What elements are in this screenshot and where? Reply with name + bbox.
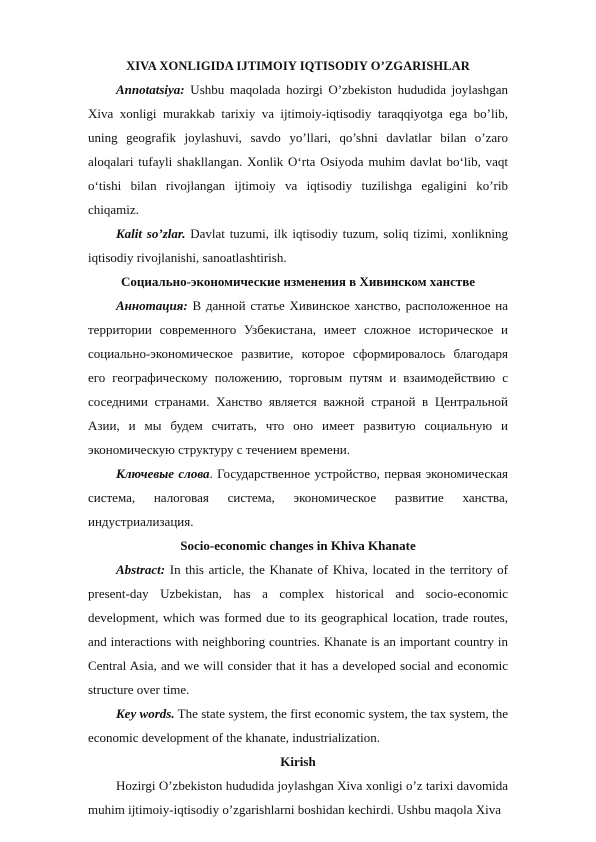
- russian-keywords-text: . Государственное устройство, первая экономическая система, налоговая система, экономическое развитие ханства, индустриализация.: [88, 466, 508, 529]
- english-abstract: [88, 558, 508, 702]
- russian-abstract-text: В данной статье Хивинское ханство, расположенное на территории современного Узбекистана, имеет сложное историческое и социально-экономическое развитие, которое сформировалось благодаря его географическому положению, торговым путям и взаимодействию с соседними странами. Ханство является важной страной в Центральной Азии, и мы будем считать, что оно имеет развитую социальную и экономическую структуру с течением времени.: [88, 298, 508, 457]
- english-abstract-text: In this article, the Khanate of Khiva, located in the territory of present-day Uzbekistan, has a complex historical and socio-economic development, which was formed due to its geographical location, trade routes, and interactions with neighboring countries. Khanate is an important country in Central Asia, and we will consider that it has a developed social and economic structure over time.: [88, 562, 508, 697]
- uzbek-keywords-label: Kalit so’zlar.: [116, 226, 186, 241]
- english-keywords-label: Key words.: [116, 706, 175, 721]
- uzbek-abstract-label: Annotatsiya:: [116, 82, 185, 97]
- uzbek-keywords: [88, 222, 508, 270]
- russian-keywords-label: Ключевые слова: [116, 466, 210, 481]
- intro-heading: Kirish: [280, 754, 316, 769]
- russian-abstract-label: Аннотация:: [116, 298, 188, 313]
- uzbek-abstract-text: Ushbu maqolada hozirgi O’zbekiston hududida joylashgan Xiva xonligi murakkab tarixiy va ijtimoiy-iqtisodiy taraqqiyotga ega bo’lib, uning geografik joylashuvi, savdo yo’llari, qo’shni davlatlar bilan o’zaro aloqalari tufayli shakllangan. Xonlik O‘rta Osiyoda muhim davlat bo‘lib, vaqt o‘tishi bilan rivojlangan ijtimoiy va iqtisodiy tuzilishga egaligini ko’rib chiqamiz.: [88, 82, 508, 217]
- russian-title: Социально-экономические изменения в Хивинском ханстве: [120, 274, 476, 289]
- english-keywords-text: The state system, the first economic system, the tax system, the economic development of the khanate, industrialization.: [88, 706, 509, 745]
- uzbek-abstract: [88, 78, 508, 222]
- uzbek-keywords-text: Davlat tuzumi, ilk iqtisodiy tuzum, soliq tizimi, xonlikning iqtisodiy rivojlanishi, sanoatlashtirish.: [88, 226, 508, 265]
- russian-abstract: [88, 294, 508, 462]
- intro-paragraph: Hozirgi O’zbekiston hududida joylashgan Xiva xonligi o’z tarixi davomida muhim ijtimoiy-iqtisodiy o’zgarishlarni boshidan kechirdi. Ushbu maqola Xiva: [88, 778, 508, 817]
- english-keywords: [88, 702, 508, 750]
- uzbek-title: XIVA XONLIGIDA IJTIMOIY IQTISODIY O’ZGARISHLAR: [126, 59, 470, 73]
- russian-keywords: [88, 462, 508, 534]
- paper-page: [88, 54, 508, 822]
- english-abstract-label: Abstract:: [116, 562, 166, 577]
- english-title: Socio-economic changes in Khiva Khanate: [180, 538, 416, 553]
